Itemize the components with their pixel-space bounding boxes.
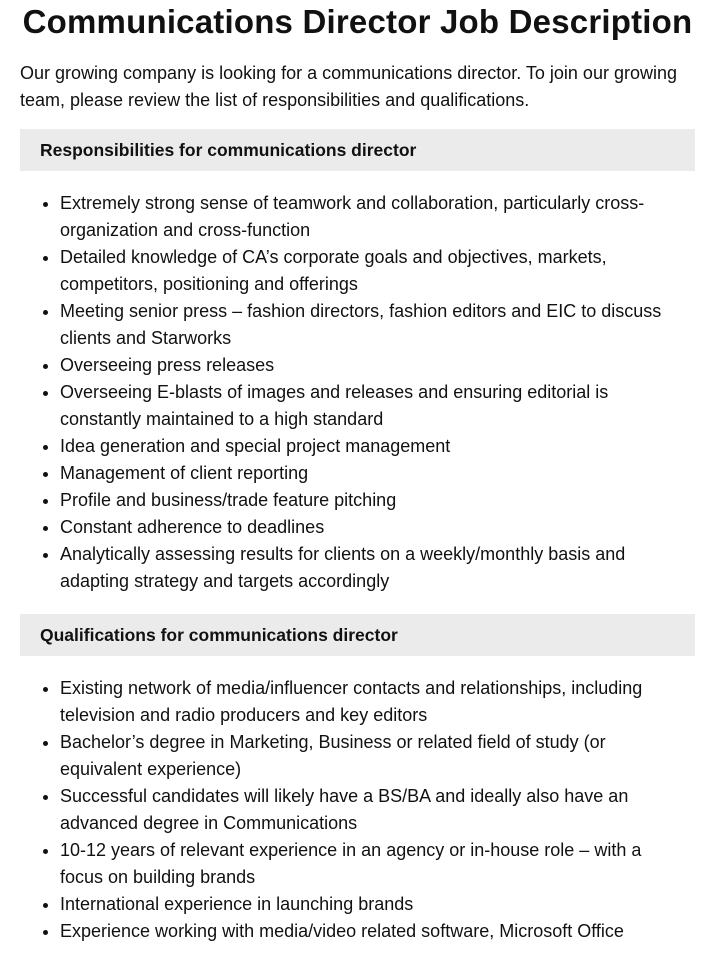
responsibility-item: • Overseeing E-blasts of images and releases and ensuring editorial is constantly maintained to a high standard [60, 379, 685, 433]
intro-paragraph: Our growing company is looking for a communications director. To join our growing team, please review the list of responsibilities and qualifications. [20, 63, 677, 110]
qualification-item: • International experience in launching brands [60, 891, 685, 918]
responsibility-item: • Constant adherence to deadlines [60, 514, 685, 541]
responsibility-item: • Profile and business/trade feature pitching [60, 487, 685, 514]
qualification-item: • 10-12 years of relevant experience in an agency or in-house role – with a focus on building brands [60, 837, 685, 891]
qualifications-list [20, 675, 685, 945]
qualification-item: • Existing network of media/influencer contacts and relationships, including television and radio producers and key editors [60, 675, 685, 729]
responsibility-item: • Meeting senior press – fashion directors, fashion editors and EIC to discuss clients and Starworks [60, 298, 685, 352]
responsibility-item: • Detailed knowledge of CA’s corporate goals and objectives, markets, competitors, positioning and offerings [60, 244, 685, 298]
qualifications-heading: Qualifications for communications director [20, 614, 695, 656]
responsibilities-heading: Responsibilities for communications director [20, 129, 695, 171]
qualification-item: • Experience working with media/video related software, Microsoft Office [60, 918, 685, 945]
responsibility-item: • Overseeing press releases [60, 352, 685, 379]
responsibility-item: • Extremely strong sense of teamwork and collaboration, particularly cross-organization and cross-function [60, 190, 685, 244]
responsibility-item: • Management of client reporting [60, 460, 685, 487]
qualification-item: • Successful candidates will likely have a BS/BA and ideally also have an advanced degree in Communications [60, 783, 685, 837]
page-title: Communications Director Job Description [22, 3, 693, 40]
responsibility-item: • Analytically assessing results for clients on a weekly/monthly basis and adapting strategy and targets accordingly [60, 541, 685, 595]
responsibilities-list [20, 190, 685, 595]
qualification-item: • Bachelor’s degree in Marketing, Business or related field of study (or equivalent experience) [60, 729, 685, 783]
responsibility-item: • Idea generation and special project management [60, 433, 685, 460]
